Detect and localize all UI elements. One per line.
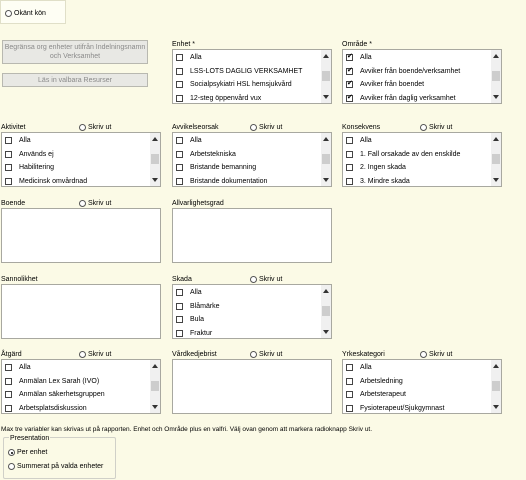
- checkbox[interactable]: [346, 68, 353, 75]
- scroll-down-icon[interactable]: [323, 330, 329, 334]
- scroll-thumb[interactable]: [492, 381, 500, 391]
- aktivitet-title: Aktivitet: [1, 124, 26, 131]
- allvarlighetsgrad-list[interactable]: [172, 208, 332, 263]
- list-item-label: Avviker från boende/verksamhet: [360, 67, 461, 75]
- skada-scrollbar[interactable]: [321, 285, 331, 338]
- checkbox[interactable]: [346, 164, 353, 171]
- yrkeskategori-print-label: Skriv ut: [429, 351, 453, 358]
- atgard-list[interactable]: [1, 359, 161, 414]
- atgard-print-label: Skriv ut: [88, 351, 112, 358]
- avvikelseorsak-print-label: Skriv ut: [259, 124, 283, 131]
- scroll-thumb[interactable]: [492, 71, 500, 81]
- omrade-title: Område *: [342, 41, 372, 48]
- checkbox[interactable]: [5, 178, 12, 185]
- konsekvens-print-radio[interactable]: [420, 124, 427, 131]
- skada-print-radio[interactable]: [250, 276, 257, 283]
- checkbox[interactable]: [346, 137, 353, 144]
- boende-print-option[interactable]: [79, 199, 111, 208]
- list-item[interactable]: [176, 177, 267, 186]
- checkbox[interactable]: [176, 303, 183, 310]
- omrade-list[interactable]: [342, 49, 502, 104]
- yrkeskategori-title: Yrkeskategori: [342, 351, 385, 358]
- checkbox[interactable]: [176, 178, 183, 185]
- list-item-label: Bula: [190, 316, 205, 323]
- per-unit-radio[interactable]: [8, 449, 15, 456]
- list-item-label: Blåmärke: [190, 302, 220, 310]
- list-item-label: Fysioterapeut/Sjukgymnast: [360, 404, 445, 412]
- scroll-thumb[interactable]: [492, 154, 500, 164]
- checkbox[interactable]: [346, 81, 353, 88]
- summed-label: Summerat på valda enheter: [17, 463, 104, 470]
- atgard-scrollbar[interactable]: [150, 360, 160, 413]
- list-item-label: Alla: [360, 54, 372, 61]
- checkbox[interactable]: [176, 151, 183, 158]
- aktivitet-scrollbar[interactable]: [150, 133, 160, 186]
- list-item[interactable]: [346, 177, 410, 186]
- checkbox[interactable]: [5, 164, 12, 171]
- skada-title: Skada: [172, 276, 192, 283]
- list-item[interactable]: [176, 315, 204, 324]
- checkbox[interactable]: [346, 151, 353, 158]
- scroll-down-icon[interactable]: [493, 95, 499, 99]
- checkbox[interactable]: [176, 330, 183, 337]
- vardkedjebrist-title: Vårdkedjebrist: [172, 351, 217, 358]
- aktivitet-print-radio[interactable]: [79, 124, 86, 131]
- vardkedjebrist-print-radio[interactable]: [250, 351, 257, 358]
- scroll-up-icon[interactable]: [323, 137, 329, 141]
- yrkeskategori-print-radio[interactable]: [420, 351, 427, 358]
- list-item-label: 2. Ingen skada: [360, 164, 406, 171]
- list-item[interactable]: [5, 163, 54, 172]
- scroll-up-icon[interactable]: [493, 137, 499, 141]
- list-item-label: Används ej: [19, 150, 54, 158]
- vardkedjebrist-print-option[interactable]: [250, 350, 282, 359]
- konsekvens-scrollbar[interactable]: [491, 133, 501, 186]
- aktivitet-print-option[interactable]: [79, 123, 111, 132]
- yrkeskategori-scrollbar[interactable]: [491, 360, 501, 413]
- checkbox[interactable]: [176, 316, 183, 323]
- scroll-down-icon[interactable]: [152, 178, 158, 182]
- list-item-label: Alla: [19, 137, 31, 144]
- list-item-label: 12-steg öppenvård vux: [190, 94, 262, 102]
- konsekvens-title: Konsekvens: [342, 124, 381, 131]
- atgard-title: Åtgärd: [1, 351, 22, 358]
- list-item-label: Alla: [190, 54, 202, 61]
- enhet-scrollbar[interactable]: [321, 50, 331, 103]
- checkbox[interactable]: [5, 391, 12, 398]
- list-item-label: Habilitering: [19, 164, 55, 171]
- atgard-print-radio[interactable]: [79, 351, 86, 358]
- list-item-label: Alla: [19, 364, 31, 371]
- list-item[interactable]: [176, 67, 302, 76]
- list-item[interactable]: [5, 136, 31, 145]
- checkbox[interactable]: [346, 54, 353, 61]
- list-item-label: Avviker från boendet: [360, 81, 425, 88]
- yrkeskategori-print-option[interactable]: [420, 350, 452, 359]
- scroll-up-icon[interactable]: [323, 54, 329, 58]
- checkbox[interactable]: [5, 137, 12, 144]
- list-item-label: Anmälan säkerhetsgruppen: [19, 391, 105, 398]
- boende-print-label: Skriv ut: [88, 200, 112, 207]
- per-unit-label: Per enhet: [17, 449, 48, 456]
- list-item[interactable]: [176, 53, 202, 62]
- list-item[interactable]: [346, 163, 406, 172]
- list-item-label: LSS-LOTS DAGLIG VERKSAMHET: [190, 67, 303, 75]
- sannolikhet-title: Sannolikhet: [1, 276, 38, 283]
- allvarlighetsgrad-title: Allvarlighetsgrad: [172, 200, 224, 207]
- gender-unknown-label: Okänt kön: [14, 10, 46, 17]
- checkbox[interactable]: [176, 68, 183, 75]
- list-item[interactable]: [176, 94, 261, 103]
- scroll-thumb[interactable]: [322, 306, 330, 316]
- scroll-up-icon[interactable]: [152, 137, 158, 141]
- checkbox[interactable]: [5, 405, 12, 412]
- scroll-up-icon[interactable]: [323, 289, 329, 293]
- enhet-list[interactable]: [172, 49, 332, 104]
- scroll-down-icon[interactable]: [323, 178, 329, 182]
- list-item[interactable]: [346, 94, 456, 103]
- sannolikhet-list[interactable]: [1, 284, 161, 339]
- scroll-thumb[interactable]: [322, 71, 330, 81]
- atgard-print-option[interactable]: [79, 350, 111, 359]
- checkbox[interactable]: [5, 151, 12, 158]
- load-resources-button[interactable]: Läs in valbara Resurser: [2, 73, 148, 87]
- list-item[interactable]: [346, 53, 372, 62]
- list-item-label: Fraktur: [190, 329, 213, 337]
- list-item-label: Alla: [190, 137, 202, 144]
- list-item-label: Anmälan Lex Sarah (IVO): [19, 377, 100, 385]
- boende-title: Boende: [1, 200, 26, 207]
- scroll-down-icon[interactable]: [493, 178, 499, 182]
- info-text: Max tre variabler kan skrivas ut på rapporten. Enhet och Område plus en valfri. Välj ovan genom att markera radioknapp Skriv ut.: [1, 426, 373, 433]
- checkbox[interactable]: [346, 378, 353, 385]
- checkbox[interactable]: [346, 405, 353, 412]
- restrict-org-button[interactable]: Begränsa org enheter utifrån Indelningsnamn och Verksamhet: [2, 40, 148, 64]
- list-item[interactable]: [5, 377, 99, 386]
- skada-print-option[interactable]: [250, 275, 282, 284]
- skada-print-label: Skriv ut: [259, 276, 283, 283]
- checkbox[interactable]: [176, 289, 183, 296]
- list-item[interactable]: [5, 363, 31, 372]
- list-item[interactable]: [5, 150, 54, 159]
- list-item[interactable]: [176, 329, 212, 338]
- list-item-label: Arbetsplatsdiskussion: [19, 404, 87, 412]
- avvikelseorsak-print-radio[interactable]: [250, 124, 257, 131]
- presentation-title: Presentation: [10, 435, 50, 442]
- gender-unknown-option[interactable]: [5, 9, 46, 18]
- list-item[interactable]: [346, 136, 372, 145]
- list-item[interactable]: [346, 404, 444, 413]
- list-item-label: Socialpsykiatri HSL hemsjukvård: [190, 81, 292, 88]
- list-item[interactable]: [5, 177, 87, 186]
- checkbox[interactable]: [346, 95, 353, 102]
- list-item-label: 1. Fall orsakade av den enskilde: [360, 150, 461, 158]
- list-item[interactable]: [346, 67, 460, 76]
- list-item[interactable]: [5, 404, 87, 413]
- list-item[interactable]: [176, 80, 292, 89]
- list-item-label: Bristande dokumentation: [190, 177, 268, 185]
- list-item[interactable]: [346, 80, 424, 89]
- checkbox[interactable]: [176, 95, 183, 102]
- scroll-thumb[interactable]: [322, 154, 330, 164]
- list-item[interactable]: [346, 377, 403, 386]
- checkbox[interactable]: [346, 364, 353, 371]
- checkbox[interactable]: [5, 364, 12, 371]
- list-item-label: Alla: [360, 137, 372, 144]
- vardkedjebrist-list[interactable]: [172, 359, 332, 414]
- list-item-label: Medicinsk omvårdnad: [19, 177, 88, 185]
- presentation-group: [3, 437, 116, 479]
- scroll-up-icon[interactable]: [493, 54, 499, 58]
- list-item-label: Arbetsterapeut: [360, 391, 406, 398]
- list-item-label: Alla: [190, 289, 202, 296]
- list-item[interactable]: [176, 302, 220, 311]
- gender-unknown-radio[interactable]: [5, 10, 12, 17]
- checkbox[interactable]: [5, 378, 12, 385]
- aktivitet-print-label: Skriv ut: [88, 124, 112, 131]
- list-item[interactable]: [346, 363, 372, 372]
- scroll-down-icon[interactable]: [493, 405, 499, 409]
- avvikelseorsak-scrollbar[interactable]: [321, 133, 331, 186]
- scroll-up-icon[interactable]: [493, 364, 499, 368]
- scroll-up-icon[interactable]: [152, 364, 158, 368]
- scroll-thumb[interactable]: [151, 381, 159, 391]
- avvikelseorsak-print-option[interactable]: [250, 123, 282, 132]
- boende-list[interactable]: [1, 208, 161, 263]
- checkbox[interactable]: [346, 178, 353, 185]
- checkbox[interactable]: [176, 164, 183, 171]
- checkbox[interactable]: [346, 391, 353, 398]
- konsekvens-print-label: Skriv ut: [429, 124, 453, 131]
- avvikelseorsak-list[interactable]: [172, 132, 332, 187]
- list-item-label: 3. Mindre skada: [360, 177, 410, 185]
- list-item[interactable]: [5, 390, 105, 399]
- boende-print-radio[interactable]: [79, 200, 86, 207]
- checkbox[interactable]: [176, 54, 183, 61]
- list-item-label: Arbetsledning: [360, 377, 403, 385]
- scroll-down-icon[interactable]: [323, 95, 329, 99]
- scroll-down-icon[interactable]: [152, 405, 158, 409]
- list-item-label: Bristande bemanning: [190, 164, 257, 171]
- list-item[interactable]: [176, 136, 202, 145]
- list-item-label: Avviker från daglig verksamhet: [360, 94, 456, 102]
- scroll-thumb[interactable]: [151, 154, 159, 164]
- konsekvens-list[interactable]: [342, 132, 502, 187]
- vardkedjebrist-print-label: Skriv ut: [259, 351, 283, 358]
- list-item[interactable]: [176, 163, 256, 172]
- list-item[interactable]: [346, 390, 406, 399]
- checkbox[interactable]: [176, 81, 183, 88]
- presentation-per-unit[interactable]: [8, 448, 47, 457]
- list-item-label: Alla: [360, 364, 372, 371]
- checkbox[interactable]: [176, 137, 183, 144]
- konsekvens-print-option[interactable]: [420, 123, 452, 132]
- avvikelseorsak-title: Avvikelseorsak: [172, 124, 219, 131]
- list-item[interactable]: [346, 150, 460, 159]
- aktivitet-list[interactable]: [1, 132, 161, 187]
- list-item[interactable]: [176, 150, 236, 159]
- summed-radio[interactable]: [8, 463, 15, 470]
- yrkeskategori-list[interactable]: [342, 359, 502, 414]
- skada-list[interactable]: [172, 284, 332, 339]
- presentation-summed[interactable]: [8, 462, 103, 471]
- list-item-label: Arbetstekniska: [190, 150, 236, 158]
- list-item[interactable]: [176, 288, 202, 297]
- omrade-scrollbar[interactable]: [491, 50, 501, 103]
- enhet-title: Enhet *: [172, 41, 195, 48]
